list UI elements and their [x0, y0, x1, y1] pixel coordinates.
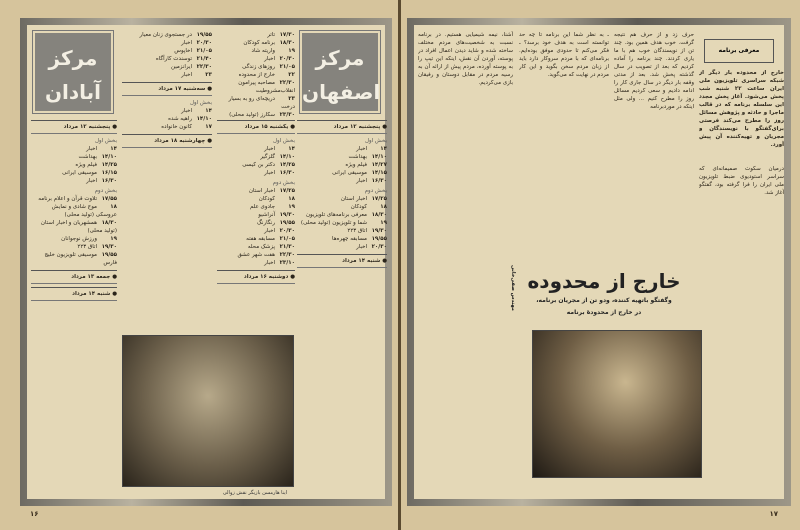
schedule-row: [297, 153, 387, 161]
time: ۱۴/۱۵: [371, 170, 387, 176]
time: ۱۹/۵۵: [196, 32, 212, 38]
second-column-schedule: [122, 31, 212, 331]
time: ۲۱/۳۰: [279, 244, 295, 250]
time: ۱۹/۳۰: [279, 212, 295, 218]
section-label: بخش اول: [189, 100, 212, 106]
time: ۱۷/۲۵: [279, 188, 295, 194]
program-title: اخبار استان: [248, 188, 275, 194]
schedule-row: [217, 219, 295, 227]
program-title: موسیقی ایرانی: [332, 170, 367, 176]
program-title: اخبار: [264, 260, 275, 266]
time: ۲۱/۰۵: [279, 236, 295, 242]
article-title: خارج از محدوده: [527, 269, 681, 293]
actress-photo: [122, 335, 294, 487]
schedule-row: [217, 31, 295, 39]
time: ۱۷: [205, 124, 212, 130]
program-title: اخبار استان: [340, 196, 367, 202]
program-title: اخبار: [356, 146, 367, 152]
schedule-row: [217, 251, 295, 259]
time: ۱۹: [288, 48, 295, 54]
schedule-row: [297, 145, 387, 153]
schedule-row: [122, 115, 212, 123]
time: ۲۰/۳۰: [279, 228, 295, 234]
program-title: کانون خانواده: [161, 124, 192, 130]
schedule-row: [31, 219, 117, 235]
schedule-row: [217, 259, 295, 267]
schedule-row: [217, 39, 295, 47]
schedule-row: [217, 203, 295, 211]
program-title: روزهای زندگی: [242, 64, 275, 70]
presenter-photo: [532, 330, 702, 478]
section-label: بخش اول: [94, 138, 117, 144]
schedule-row: [217, 243, 295, 251]
program-title: دکتر بن کیسی: [242, 162, 275, 168]
time: ۲۲/۳۰: [196, 64, 212, 70]
program-title: اخبار: [264, 170, 275, 176]
program-title: توسندت کارآگاه: [155, 56, 192, 62]
time: ۱۴/۱۰: [279, 154, 295, 160]
time: ۲۰/۳۰: [196, 40, 212, 46]
schedule-row: [31, 145, 117, 153]
time: ۱۹: [380, 220, 387, 226]
program-title: موسیقی ایرانی: [62, 170, 97, 176]
time: ۲۱/۰۵: [196, 48, 212, 54]
isfahan-title-line2: اصفهان: [302, 80, 381, 104]
isfahan-schedule: [297, 117, 387, 497]
article-subtitle-2: در خارج از محدودهٔ برنامه: [566, 309, 642, 316]
time: ۱۹/۵۵: [371, 236, 387, 242]
section-label: بخش اول: [272, 138, 295, 144]
program-title: بهداشت: [348, 154, 367, 160]
program-title: راهیه شده: [168, 116, 192, 122]
program-title: اخبار: [264, 228, 275, 234]
time: ۱۴/۱۰: [371, 154, 387, 160]
program-title: هفت شهر عشق: [237, 252, 275, 258]
schedule-row: [31, 195, 117, 203]
time: ۱۸: [110, 204, 117, 210]
time: ۲۲/۳۰: [279, 80, 295, 86]
schedule-row: [297, 211, 387, 219]
time: ۲۳/۱۰: [279, 260, 295, 266]
program-title: برنامه کودکان: [243, 40, 275, 46]
program-title: فیلم ویژه: [75, 162, 97, 168]
schedule-row: [217, 195, 295, 203]
schedule-row: [122, 31, 212, 39]
program-title: اخبار: [181, 72, 192, 78]
article-column: درمیان سکوت‌ صمیمانه‌ای که سراسر استودیوی ضبط تلویزیون ملی ایران را فرا گرفته بود، گفتگو آغاز شد.: [699, 166, 784, 196]
program-title: اخبار: [181, 108, 192, 114]
schedule-row: [31, 177, 117, 185]
day-heading: ● یکشنبه ۱۵ مرداد: [217, 120, 295, 134]
left-page-frame: [20, 18, 392, 506]
section-label: بخش دوم: [364, 188, 387, 194]
intro-text: خارج از محدوده بار دیگر از شبکه سراسری تلویزیون ملی ایران ساعت ۲۲ شنبه شب پخش می‌شود. آغاز پخش مجدد این سلسله برنامه که در قالب ماجرا و حادثه و پژوهش مسائل روز را مطرح می‌کند فرصتی برای‌گفتگو با نویسندگان و مجریان و تهیه‌کننده آن پیش آورد.: [699, 70, 784, 148]
schedule-row: [297, 203, 387, 211]
time: ۱۴/۱۰: [101, 154, 117, 160]
program-title: کودکان: [258, 196, 275, 202]
schedule-row: [297, 227, 387, 235]
program-title: تلاوت قرآن و اعلام برنامه: [38, 196, 97, 202]
schedule-row: [297, 177, 387, 185]
program-title: موسیقی تلویزیون خلیج فارس: [44, 252, 117, 266]
isfahan-schedule-top: [217, 31, 295, 121]
right-page: [401, 0, 800, 530]
program-title: در جستجوی زنان معیار: [139, 32, 192, 38]
schedule-row: [217, 71, 295, 79]
program-title: اخبار: [86, 146, 97, 152]
program-title: مسابقه هفته: [246, 236, 275, 242]
time: ۱۴/۲۵: [101, 162, 117, 168]
time: ۱۴/۱۰: [196, 116, 212, 122]
time: ۱۹/۵۵: [279, 220, 295, 226]
program-title: اخبار: [86, 178, 97, 184]
time: ۱۴: [205, 108, 212, 114]
abadan-schedule: [31, 117, 117, 497]
time: ۱۹/۳۰: [371, 228, 387, 234]
time: ۲۳: [205, 72, 212, 78]
program-title: تاتر: [267, 32, 275, 38]
program-title: اخبار: [356, 244, 367, 250]
article-column: ـ به نظر شما این برنامه تا چه حد توانسته است به هدف خود برسد؟ ـ فکر می‌کنم تا حدودی موفق بوده‌ایم. برنامه‌ای که با مردم سروکار دارد باید از زبان مردم سخن بگوید و این کار مردم در نهایت که می‌گوید.: [519, 32, 609, 78]
time: ۱۴/۲۵: [279, 162, 295, 168]
time: ۱۴: [288, 146, 295, 152]
schedule-row: [217, 145, 295, 153]
schedule-row: [31, 161, 117, 169]
schedule-row: [217, 153, 295, 161]
schedule-row: [217, 169, 295, 177]
program-title: ورزش نوجوانان: [61, 236, 97, 242]
time: ۱۴: [380, 146, 387, 152]
section-label: بخش دوم: [94, 188, 117, 194]
time: ۱۸/۳۰: [279, 40, 295, 46]
section-label: بخش دوم: [272, 180, 295, 186]
article-column: حرف زد و از حرف هم نتیجه گرفت. خوب هدف همین بود. چند تن از نویسندگان خوب هم با ما یاری کردند. چند برنامه را آماده کردیم که بعد از تصویب در سال گذشته پخش شد. بعد از مدتی وقفه بار دیگر در سال جاری کار را ادامه دادیم و سعی کردیم مسائل روز را مطرح کنیم ... ولی مثل اینکه در موردبرنامه: [614, 32, 694, 110]
time: ۱۴/۲۷: [371, 162, 387, 168]
program-title: خارج از محدوده: [238, 72, 275, 78]
schedule-row: [217, 235, 295, 243]
article-column: آشنا، نیمه شیمیایی هستیم. در برنامه نسبت به شخصیت‌های مردم مختلف ساخته شده و شاید دیدن اعمال افراد در پوسته، آوردن آن نقش، اینکه این تیپ را به پوسته آورده، مردم پیش از ارائه آن به رسیه مردم در مقابل دوستان و رفیقان بازی می‌کردیم.: [418, 32, 513, 86]
schedule-row: [122, 107, 212, 115]
time: ۲۲/۳۰: [279, 252, 295, 258]
schedule-row: [122, 39, 212, 47]
schedule-row: [31, 251, 117, 267]
schedule-row: [217, 227, 295, 235]
program-title: موج شادی و نمایش عروسکی (تولید محلی): [51, 204, 117, 218]
program-title: معرفی برنامه‌های تلویزیون: [305, 212, 367, 218]
abadan-title-line1: مرکز: [48, 46, 98, 70]
schedule-row: [297, 235, 387, 243]
time: ۲۳: [288, 96, 295, 102]
left-page: [0, 0, 399, 530]
time: ۱۸: [288, 196, 295, 202]
abadan-title-line2: آبادان: [44, 80, 102, 104]
time: ۲۱/۰۵: [279, 64, 295, 70]
schedule-row: [217, 47, 295, 55]
schedule-row: [31, 243, 117, 251]
byline: مهندس صفی‌خانی: [510, 265, 516, 311]
time: ۲۰/۳۰: [371, 244, 387, 250]
program-title: اخبار: [264, 146, 275, 152]
program-title: اتاق ۲۲۳: [77, 244, 97, 250]
schedule-row: [217, 79, 295, 95]
schedule-row: [122, 63, 212, 71]
page-number: ۱۶: [30, 510, 39, 518]
right-page-frame: [407, 18, 791, 506]
schedule-row: [217, 95, 295, 111]
day-heading: ● دوشنبه ۱۶ مرداد: [217, 270, 295, 284]
day-heading: ● پنجشنبه ۱۲ مرداد: [31, 120, 117, 134]
time: ۲۳/۳۰: [279, 112, 295, 118]
schedule-row: [31, 203, 117, 219]
schedule-row: [122, 55, 212, 63]
time: ۱۴: [110, 146, 117, 152]
day-heading: ● سه‌شنبه ۱۷ مرداد: [122, 82, 212, 96]
schedule-row: [217, 63, 295, 71]
day-heading: ● شنبه ۱۴ مرداد: [297, 254, 387, 268]
schedule-row: [31, 169, 117, 177]
schedule-row: [122, 71, 212, 79]
time: ۲۱/۴۰: [196, 56, 212, 62]
program-title: شما و تلویزیون (تولید محلی): [300, 220, 367, 226]
time: ۲۰/۳۰: [279, 56, 295, 62]
schedule-row: [297, 219, 387, 227]
article-subtitle-1: وگفتگو باتهیه کننده، ودو تن از مجریان برنامه،: [536, 297, 672, 304]
schedule-row: [122, 47, 212, 55]
intro-box: معرفی برنامه: [704, 39, 774, 63]
program-title: مصاحبه پیرامون انقلاب‌مشروطیت: [238, 80, 295, 94]
schedule-row: [31, 153, 117, 161]
schedule-row: [297, 161, 387, 169]
program-title: همشهریان و اخبار استان (تولید محلی): [40, 220, 117, 234]
program-title: ایرانزمین: [171, 64, 192, 70]
page-number: ۱۷: [769, 510, 778, 518]
program-title: بهداشت: [78, 154, 97, 160]
program-title: دریچه‌ای رو به بسیار درخت: [228, 96, 295, 110]
program-title: واریته شاد: [251, 48, 275, 54]
schedule-row: [217, 55, 295, 63]
time: ۱۷/۳۰: [279, 32, 295, 38]
program-title: پزشک محله: [247, 244, 275, 250]
schedule-row: [297, 195, 387, 203]
time: ۱۹/۳۰: [101, 244, 117, 250]
program-title: مسابقه چهره‌ها: [332, 236, 367, 242]
abadan-center-box: [33, 31, 113, 113]
program-title: گلزگیر: [260, 154, 275, 160]
schedule-row: [122, 123, 212, 131]
program-title: اخبار: [264, 56, 275, 62]
day-heading: ● جمعه ۱۳ مرداد: [31, 270, 117, 284]
time: ۱۶/۳۰: [101, 178, 117, 184]
program-title: کودکان: [350, 204, 367, 210]
time: ۱۶/۱۵: [101, 170, 117, 176]
time: ۱۸: [380, 204, 387, 210]
schedule-row: [217, 187, 295, 195]
program-title: آنراشیو: [258, 212, 275, 218]
day-heading: ● چهارشنبه ۱۸ مرداد: [122, 134, 212, 148]
schedule-row: [31, 235, 117, 243]
time: ۱۶/۳۰: [279, 170, 295, 176]
program-title: اخبار: [181, 40, 192, 46]
program-title: جادوی علم: [250, 204, 275, 210]
schedule-row: [217, 161, 295, 169]
time: ۱۶/۳۰: [371, 178, 387, 184]
schedule-row: [297, 243, 387, 251]
time: ۱۹/۵۵: [101, 252, 117, 258]
program-title: اخاپوس: [174, 48, 192, 54]
time: ۱۸/۳۰: [101, 220, 117, 226]
time: ۲۲: [288, 72, 295, 78]
program-title: اتاق ۲۲۳: [347, 228, 367, 234]
section-label: بخش اول: [364, 138, 387, 144]
schedule-row: [217, 211, 295, 219]
day-heading: ● پنجشنبه ۱۲ مرداد: [297, 120, 387, 134]
time: ۱۷/۵۵: [101, 196, 117, 202]
schedule-row: [297, 169, 387, 177]
program-title: رنگارنگ: [256, 220, 275, 226]
program-title: اخبار: [356, 178, 367, 184]
time: ۱۸/۳۰: [371, 212, 387, 218]
photo-caption: اینا هارمسن بازیگر نقش زوالی: [222, 490, 287, 496]
time: ۱۹: [288, 204, 295, 210]
program-title: سکارز (تولید محلی): [229, 112, 275, 118]
program-title: فیلم ویژه: [345, 162, 367, 168]
day-heading: ● شنبه ۱۴ مرداد: [31, 287, 117, 301]
isfahan-center-box: [300, 31, 380, 113]
isfahan-title-line1: مرکز: [315, 46, 365, 70]
time: ۱۷/۲۵: [371, 196, 387, 202]
time: ۱۹: [110, 236, 117, 242]
